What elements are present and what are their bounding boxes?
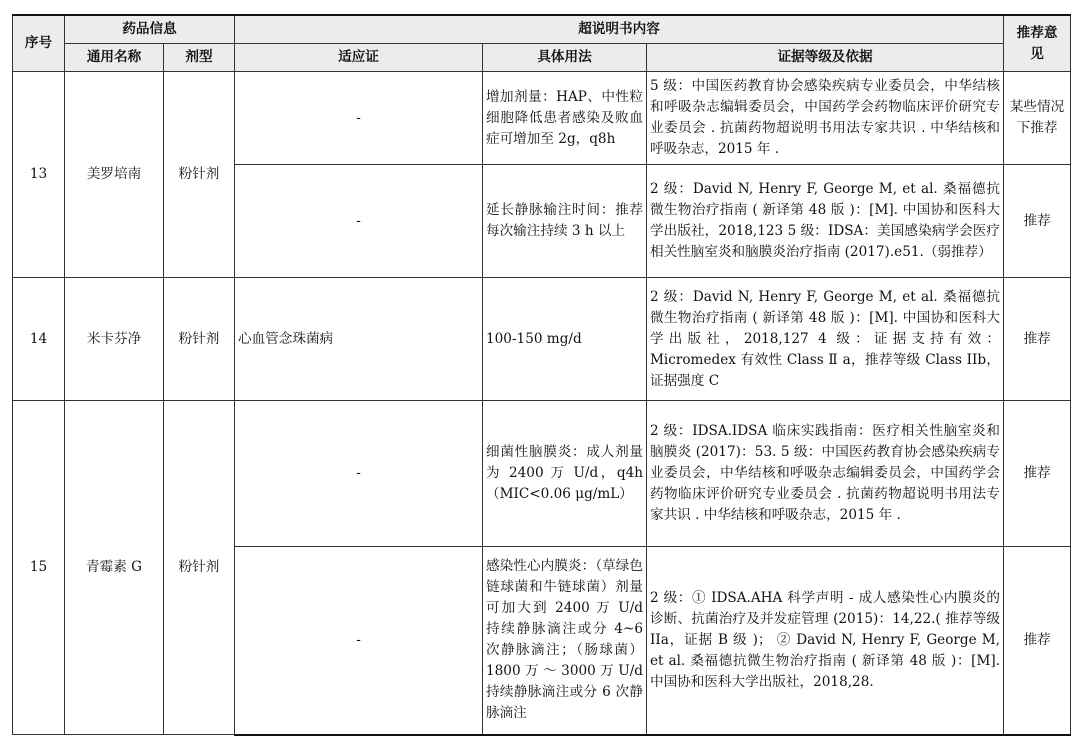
row-indication: - (235, 72, 483, 165)
row-usage: 增加剂量：HAP、中性粒细胞降低患者感染及败血症可增加至 2g，q8h (483, 72, 647, 165)
row-dosage-form: 粉针剂 (164, 278, 235, 401)
row-indication: - (235, 547, 483, 735)
row-seq: 14 (13, 278, 65, 401)
row-generic-name: 米卡芬净 (65, 278, 164, 401)
header-usage: 具体用法 (483, 44, 647, 72)
row-indication: - (235, 165, 483, 278)
row-recommend: 推荐 (1004, 278, 1071, 401)
header-drug-info: 药品信息 (65, 15, 235, 44)
row-indication: 心血管念珠菌病 (235, 278, 483, 401)
row-dosage-form: 粉针剂 (164, 401, 235, 735)
table-row (13, 278, 1071, 401)
row-evidence: 2 级：① IDSA.AHA 科学声明 - 成人感染性心内膜炎的诊断、抗菌治疗及并发症管理 (2015)：14,22.( 推荐等级 IIa，证据 B 级 )； ② David N, Henry F, George M, et al. 桑福德抗微生物治疗指南 ( 新译第 48 版 )：[M]. 中国协和医科大学出版社，2018,28. (647, 547, 1004, 735)
offlabel-drug-table (12, 14, 1071, 736)
row-evidence: 2 级：David N, Henry F, George M, et al. 桑福德抗微生物治疗指南 ( 新译第 48 版 )：[M]. 中国协和医科大学出版社，2018,127 4 级：证据支持有效：Micromedex 有效性 Class Ⅱ a，推荐等级 Class IIb，证据强度 C (647, 278, 1004, 401)
row-seq: 15 (13, 401, 65, 735)
row-usage: 感染性心内膜炎：（草绿色链球菌和牛链球菌）剂量可加大到 2400 万 U/d 持续静脉滴注或分 4~6 次静脉滴注；（肠球菌）1800 万 ～ 3000 万 U/d 持续静脉滴注或分 6 次静脉滴注 (483, 547, 647, 735)
row-recommend: 推荐 (1004, 401, 1071, 547)
row-indication: - (235, 401, 483, 547)
row-recommend: 推荐 (1004, 547, 1071, 735)
row-seq: 13 (13, 72, 65, 278)
header-offlabel-content: 超说明书内容 (235, 15, 1004, 44)
row-generic-name: 青霉素 G (65, 401, 164, 735)
header-seq: 序号 (13, 15, 65, 72)
row-evidence: 2 级：David N, Henry F, George M, et al. 桑福德抗微生物治疗指南 ( 新译第 48 版 )：[M]. 中国协和医科大学出版社，2018,123 5 级：IDSA：美国感染病学会医疗相关性脑室炎和脑膜炎治疗指南 (2017).e51.（弱推荐） (647, 165, 1004, 278)
header-indication: 适应证 (235, 44, 483, 72)
row-recommend: 推荐 (1004, 165, 1071, 278)
header-generic-name: 通用名称 (65, 44, 164, 72)
row-evidence: 5 级：中国医药教育协会感染疾病专业委员会，中华结核和呼吸杂志编辑委员会，中国药学会药物临床评价研究专业委员会 . 抗菌药物超说明书用法专家共识 . 中华结核和呼吸杂志，2015 年 . (647, 72, 1004, 165)
row-dosage-form: 粉针剂 (164, 72, 235, 278)
offlabel-drug-table-wrapper (12, 14, 1070, 736)
table-row (13, 72, 1071, 165)
header-recommend: 推荐意见 (1004, 15, 1071, 72)
row-usage: 100-150 mg/d (483, 278, 647, 401)
row-usage: 细菌性脑膜炎：成人剂量为 2400 万 U/d，q4h （MIC<0.06 μg/mL） (483, 401, 647, 547)
row-recommend: 某些情况下推荐 (1004, 72, 1071, 165)
header-dosage-form: 剂型 (164, 44, 235, 72)
row-evidence: 2 级：IDSA.IDSA 临床实践指南：医疗相关性脑室炎和脑膜炎 (2017)：53. 5 级：中国医药教育协会感染疾病专业委员会，中华结核和呼吸杂志编辑委员会，中国药学会药物临床评价研究专业委员会 . 抗菌药物超说明书用法专家共识 . 中华结核和呼吸杂志，2015 年 . (647, 401, 1004, 547)
table-row (13, 401, 1071, 547)
row-usage: 延长静脉输注时间：推荐每次输注持续 3 h 以上 (483, 165, 647, 278)
row-generic-name: 美罗培南 (65, 72, 164, 278)
header-evidence: 证据等级及依据 (647, 44, 1004, 72)
